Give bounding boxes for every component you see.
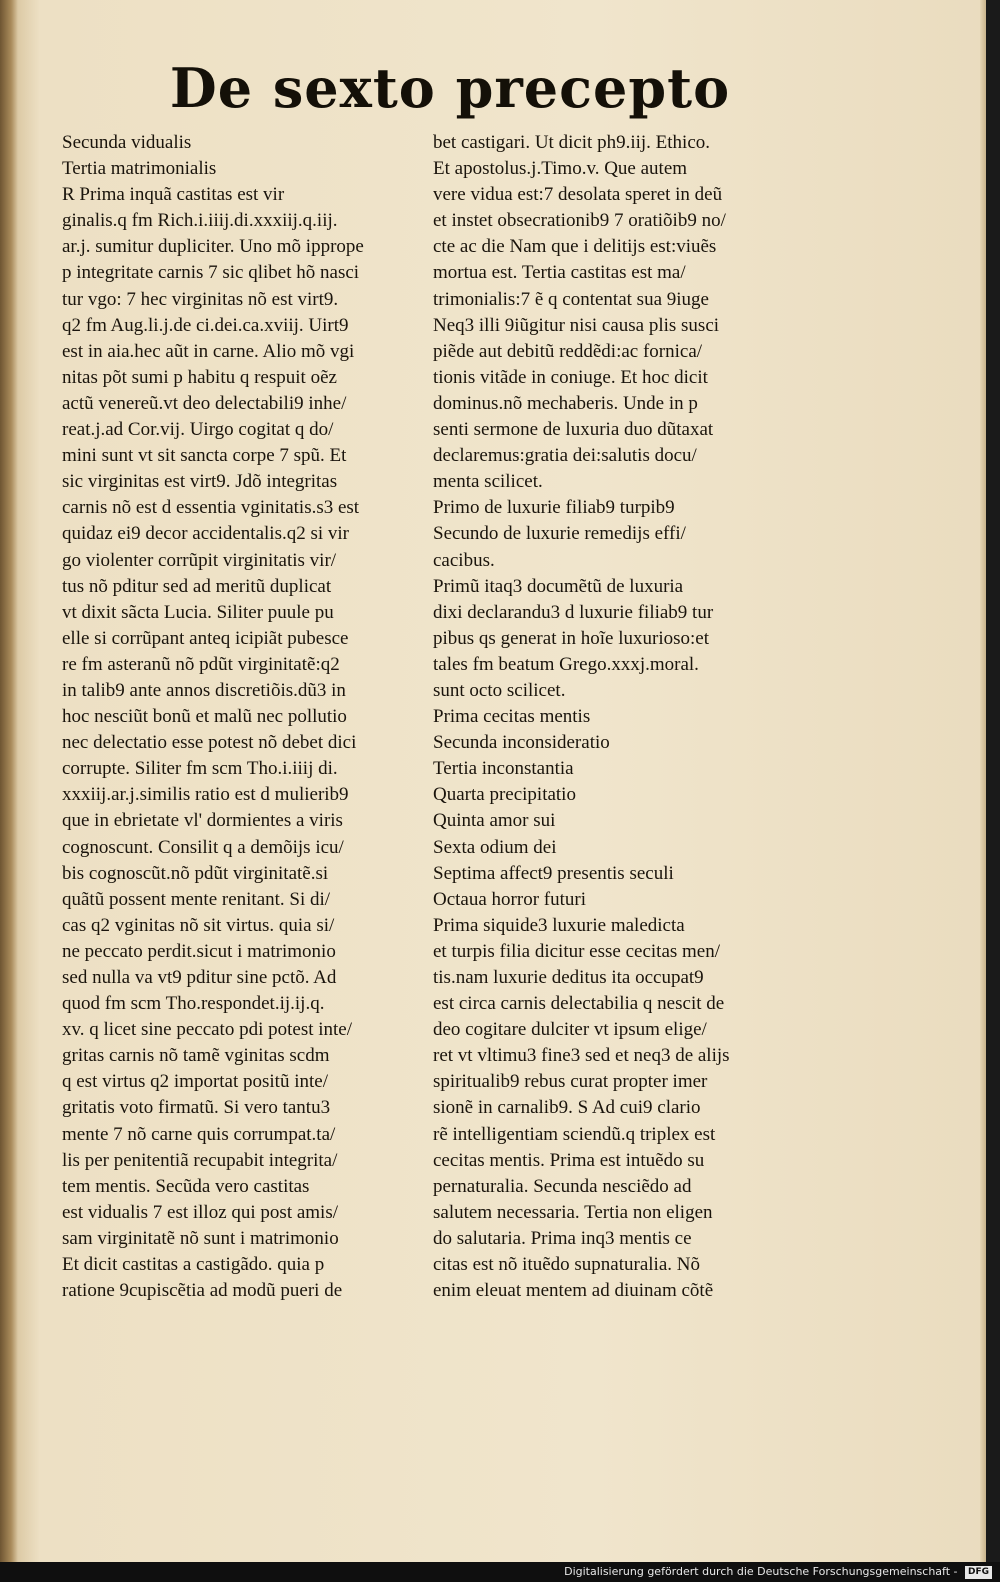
list-item: Quinta amor sui — [433, 810, 556, 832]
text-line: nitas põt sumi p habitu q respuit oẽz — [62, 366, 337, 388]
text-line: tur vgo: 7 hec virginitas nõ est virt9. — [62, 288, 339, 310]
list-item: Tertia inconstantia — [433, 758, 574, 780]
text-line: et turpis filia dicitur esse cecitas men/ — [433, 940, 721, 962]
text-line: quod fm scm Tho.respondet.ij.ij.q. — [62, 993, 325, 1015]
text-line: actũ venereũ.vt deo delectabili9 inhe/ — [62, 392, 347, 414]
text-line: Neq3 illi 9iũgitur nisi causa plis susci — [433, 314, 720, 336]
text-line: Secundo de luxurie remedijs effi/ — [433, 523, 686, 545]
list-item: Octaua horror futuri — [433, 888, 586, 910]
text-line: cecitas mentis. Prima est intuẽdo su — [433, 1149, 705, 1171]
text-line: q est virtus q2 importat positũ inte/ — [62, 1071, 328, 1093]
text-line: ar.j. sumitur dupliciter. Uno mõ ipprope — [62, 236, 364, 258]
text-line: spiritualib9 rebus curat propter imer — [433, 1071, 708, 1093]
text-line: deo cogitare dulciter vt ipsum elige/ — [433, 1019, 707, 1041]
text-line: quidaz ei9 decor accidentalis.q2 si vir — [62, 523, 350, 545]
list-item: Septima affect9 presentis seculi — [433, 862, 674, 884]
text-line: pernaturalia. Secunda nesciẽdo ad — [433, 1175, 692, 1197]
text-line: carnis nõ est d essentia vginitatis.s3 est — [62, 497, 360, 519]
text-line: lis per penitentiã recupabit integrita/ — [62, 1149, 338, 1171]
text-line: mente 7 nõ carne quis corrumpat.ta/ — [62, 1123, 336, 1145]
text-line: salutem necessaria. Tertia non eligen — [433, 1201, 713, 1223]
text-line: p integritate carnis 7 sic qlibet hõ nasci — [62, 262, 360, 284]
text-line: sed nulla va vt9 pditur sine pctõ. Ad — [62, 967, 337, 988]
text-line: est in aia.hec aũt in carne. Alio mõ vgi — [62, 340, 355, 362]
text-line: ret vt vltimu3 fine3 sed et neq3 de alijs — [433, 1045, 730, 1067]
dfg-logo: DFG — [965, 1566, 992, 1579]
text-line: ratione 9cupiscẽtia ad modũ pueri de — [62, 1280, 343, 1302]
digitization-footer — [0, 1562, 1000, 1582]
page-edge — [980, 0, 986, 1562]
text-line: Primo de luxurie filiab9 turpib9 — [433, 497, 675, 519]
text-line: tus nõ pditur sed ad meritũ duplicat — [62, 575, 332, 597]
text-line: tem mentis. Secũda vero castitas — [62, 1175, 310, 1197]
list-item: Secunda inconsideratio — [433, 732, 610, 754]
text-line: citas est nõ ituẽdo supnaturalia. Nõ — [433, 1254, 700, 1276]
text-line: ne peccato perdit.sicut i matrimonio — [62, 940, 336, 962]
text-line: Primũ itaq3 documẽtũ de luxuria — [433, 575, 684, 597]
text-line: Prima siquide3 luxurie maledicta — [433, 914, 685, 936]
text-line: reat.j.ad Cor.vij. Uirgo cogitat q do/ — [62, 419, 334, 441]
text-line: Et dicit castitas a castigãdo. quia p — [62, 1254, 325, 1276]
list-item: Prima cecitas mentis — [433, 706, 591, 728]
text-line: trimonialis:7 ẽ q contentat sua 9iuge — [433, 288, 709, 310]
right-text-column — [433, 130, 798, 1304]
text-line: R Prima inquã castitas est vir — [62, 184, 285, 206]
text-line: et instet obsecrationib9 7 oratiõib9 no/ — [433, 210, 726, 232]
text-line: Secunda vidualis — [62, 132, 192, 153]
text-line: cte ac die Nam que i delitijs est:viuẽs — [433, 236, 717, 258]
text-line: sunt octo scilicet. — [433, 679, 566, 701]
text-line: cacibus. — [433, 549, 495, 571]
text-line: pibus qs generat in hoĩe luxurioso:et — [433, 627, 709, 649]
text-line: ginalis.q fm Rich.i.iiij.di.xxxiij.q.iij. — [62, 210, 338, 232]
text-line: Tertia matrimonialis — [62, 158, 217, 180]
left-text-column — [62, 130, 417, 1304]
text-line: q2 fm Aug.li.j.de ci.dei.ca.xviij. Uirt9 — [62, 314, 349, 336]
text-line: rẽ intelligentiam sciendũ.q triplex est — [433, 1123, 716, 1145]
list-item: Quarta precipitatio — [433, 784, 576, 806]
text-line: in talib9 ante annos discretiõis.dũ3 in — [62, 679, 346, 701]
text-line: xxxiij.ar.j.similis ratio est d mulierib9 — [62, 784, 349, 806]
text-line: nec delectatio esse potest nõ debet dici — [62, 732, 357, 754]
text-line: hoc nesciũt bonũ et malũ nec pollutio — [62, 706, 347, 728]
text-line: bet castigari. Ut dicit ph9.iij. Ethico. — [433, 132, 711, 153]
text-line: que in ebrietate vl' dormientes a viris — [62, 810, 343, 832]
text-line: senti sermone de luxuria duo dũtaxat — [433, 419, 714, 441]
page-title: De sexto precepto — [169, 56, 731, 120]
text-line: quãtũ possent mente renitant. Si di/ — [62, 888, 331, 910]
text-line: vt dixit sãcta Lucia. Siliter puule pu — [62, 601, 334, 623]
text-line: vere vidua est:7 desolata speret in deũ — [433, 184, 723, 206]
list-item: Sexta odium dei — [433, 836, 557, 858]
text-line: tales fm beatum Grego.xxxj.moral. — [433, 653, 699, 675]
text-line: bis cognoscũt.nõ pdũt virginitatẽ.si — [62, 862, 329, 884]
text-line: est vidualis 7 est illoz qui post amis/ — [62, 1201, 339, 1223]
text-line: mortua est. Tertia castitas est ma/ — [433, 262, 686, 284]
text-line: declaremus:gratia dei:salutis docu/ — [433, 445, 697, 467]
text-line: piẽde aut debitũ reddẽdi:ac fornica/ — [433, 340, 703, 362]
text-line: gritas carnis nõ tamẽ vginitas scdm — [62, 1045, 330, 1067]
text-line: mini sunt vt sit sancta corpe 7 spũ. Et — [62, 445, 347, 467]
text-line: cognoscunt. Consilit q a demõijs icu/ — [62, 836, 344, 858]
text-line: sionẽ in carnalib9. S Ad cui9 clario — [433, 1097, 701, 1119]
text-line: dominus.nõ mechaberis. Unde in p — [433, 392, 698, 414]
text-line: est circa carnis delectabilia q nescit de — [433, 993, 725, 1015]
funding-credit: Digitalisierung gefördert durch die Deutsche Forschungsgemeinschaft - — [564, 1565, 958, 1578]
text-line: do salutaria. Prima inq3 mentis ce — [433, 1227, 692, 1249]
text-line: tis.nam luxurie deditus ita occupat9 — [433, 967, 704, 988]
text-line: sam virginitatẽ nõ sunt i matrimonio — [62, 1227, 339, 1249]
text-line: Et apostolus.j.Timo.v. Que autem — [433, 158, 688, 180]
text-line: xv. q licet sine peccato pdi potest inte/ — [62, 1019, 353, 1041]
text-line: elle si corrũpant anteq icipiãt pubesce — [62, 627, 349, 649]
text-line: dixi declarandu3 d luxurie filiab9 tur — [433, 601, 714, 623]
text-line: sic virginitas est virt9. Jdõ integritas — [62, 471, 338, 493]
text-line: menta scilicet. — [433, 471, 543, 493]
text-line: re fm asteranũ nõ pdũt virginitatẽ:q2 — [62, 653, 340, 675]
text-line: enim eleuat mentem ad diuinam cõtẽ — [433, 1280, 714, 1302]
text-line: gritatis voto firmatũ. Si vero tantu3 — [62, 1097, 331, 1119]
text-line: tionis vitãde in coniuge. Et hoc dicit — [433, 366, 708, 388]
text-line: cas q2 vginitas nõ sit virtus. quia si/ — [62, 914, 335, 936]
text-line: go violenter corrũpit virginitatis vir/ — [62, 549, 337, 571]
text-line: corrupte. Siliter fm scm Tho.i.iiij di. — [62, 758, 338, 780]
